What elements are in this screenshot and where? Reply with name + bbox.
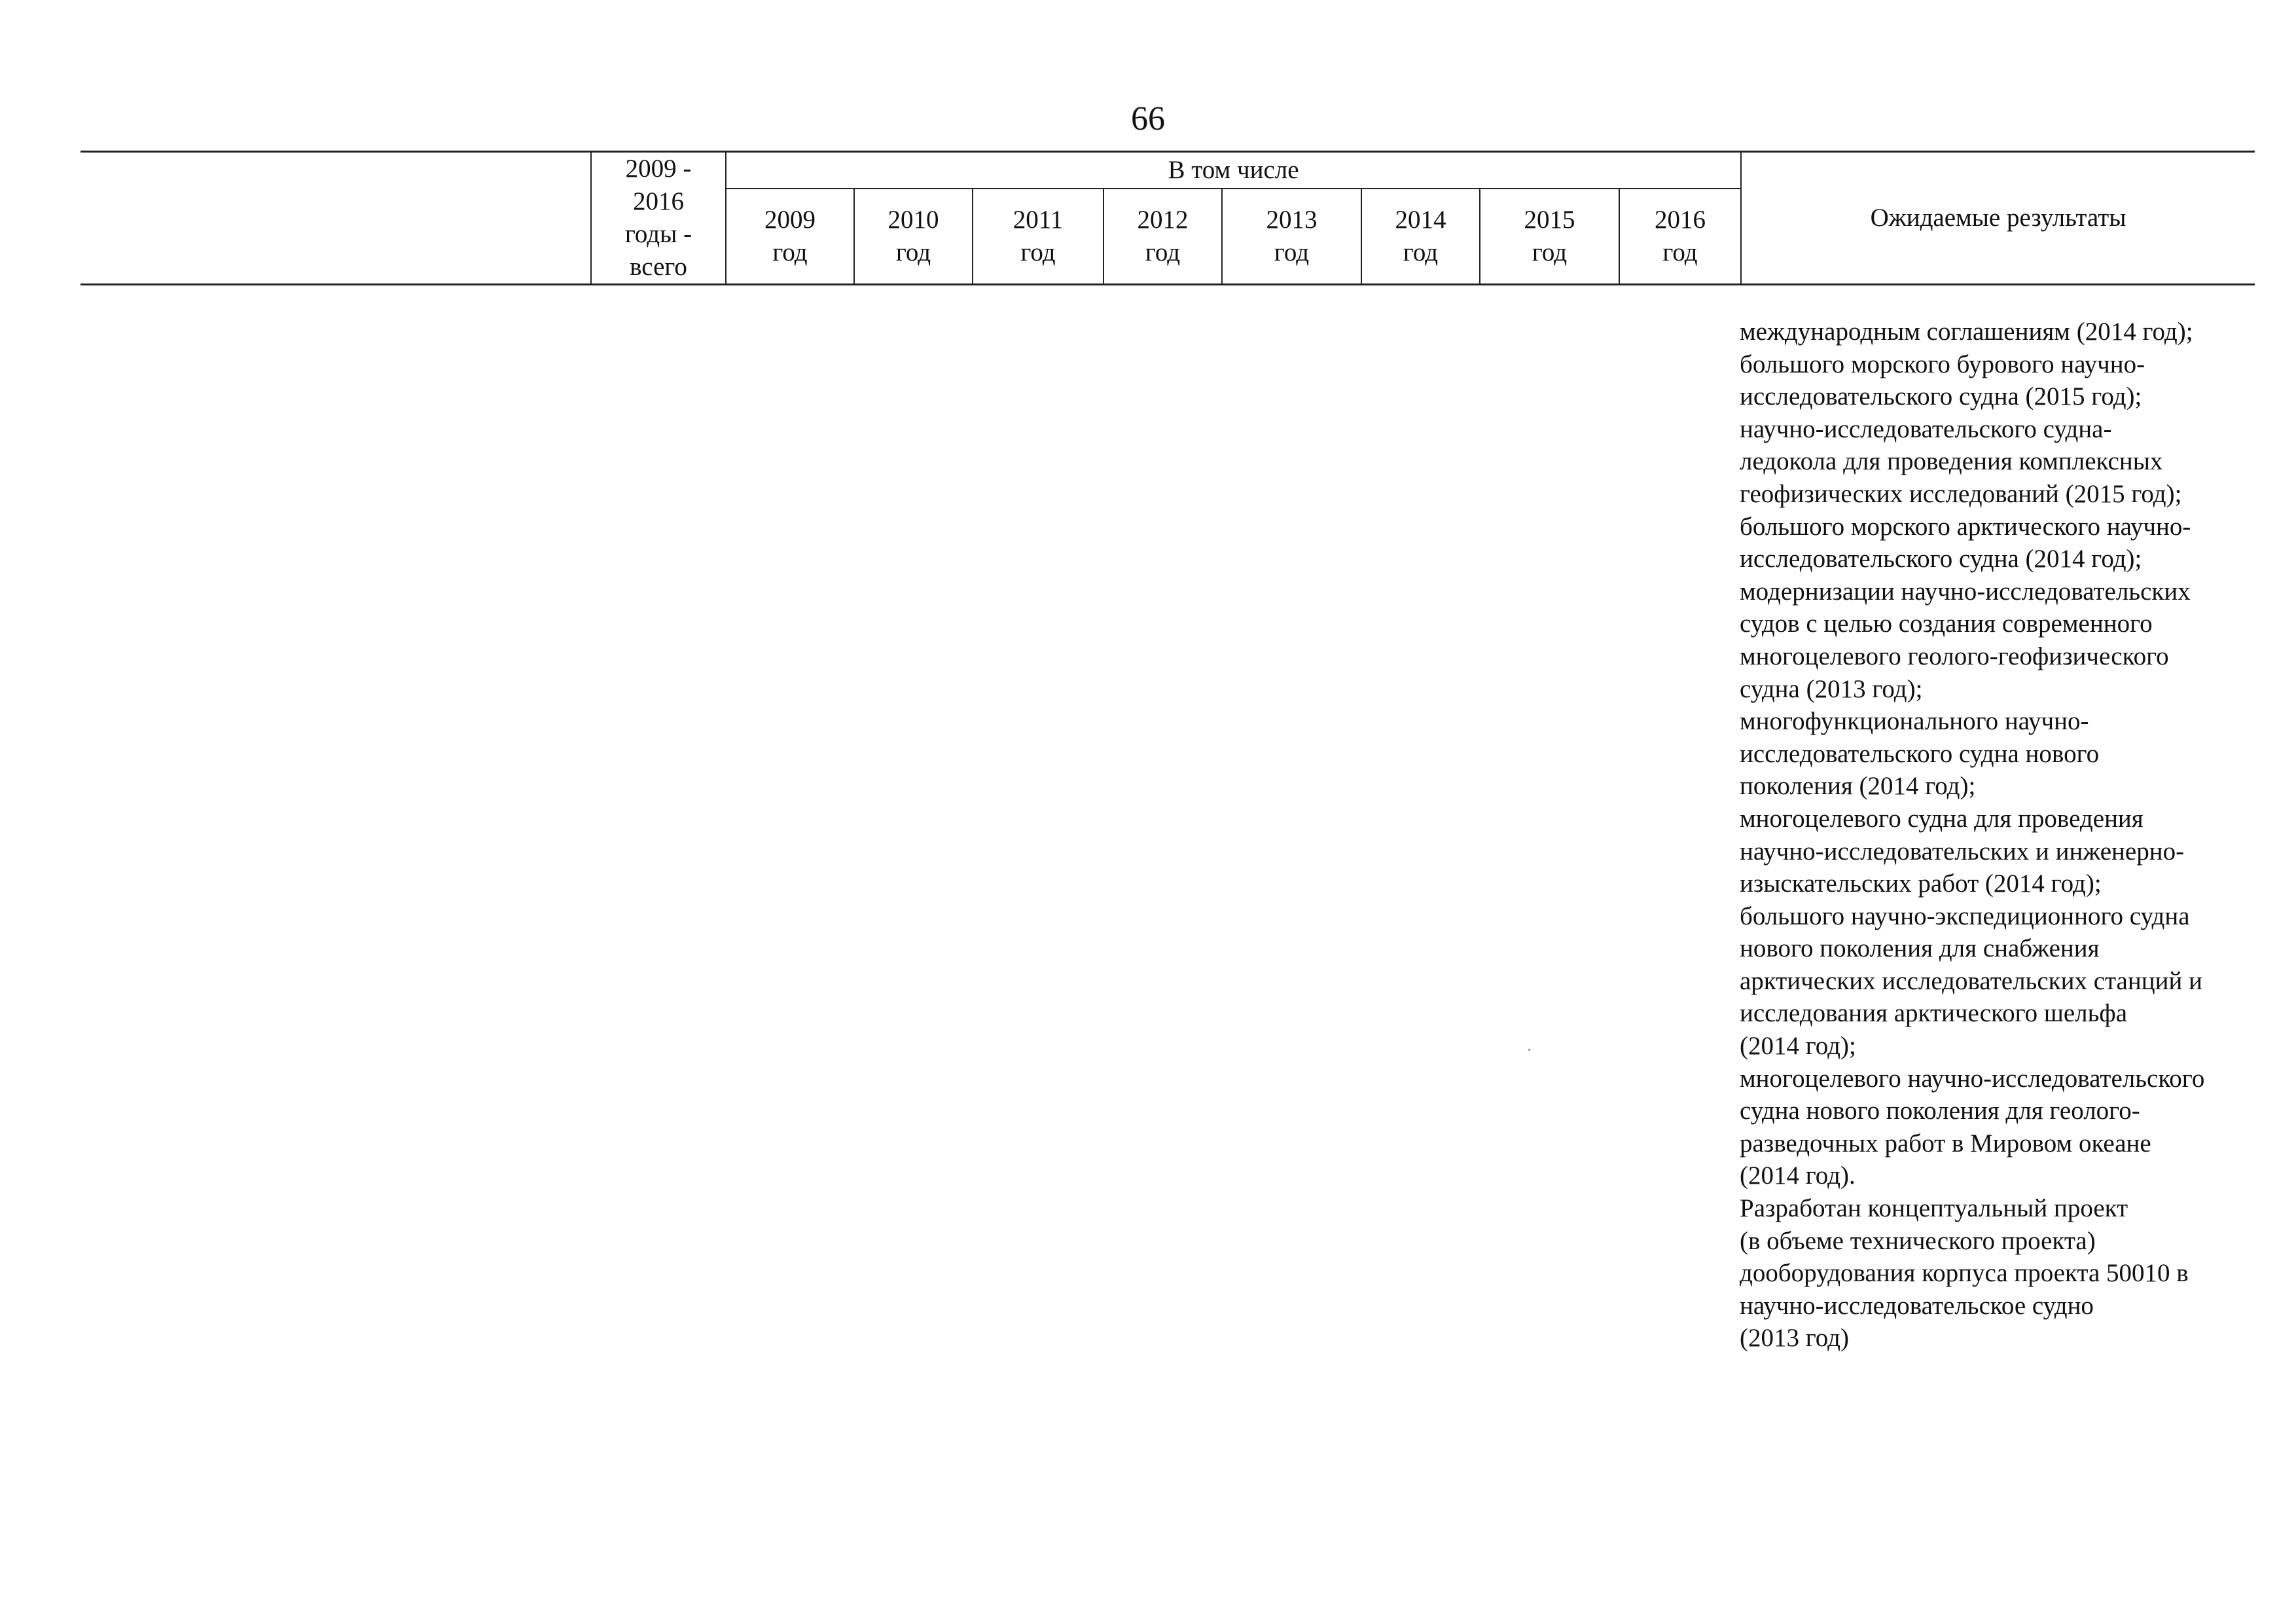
results-line: исследования арктического шельфа xyxy=(1740,999,2128,1028)
year-unit: год xyxy=(772,238,808,266)
results-line: нового поколения для снабжения xyxy=(1740,934,2100,963)
blank-header-cell xyxy=(81,152,591,285)
year-label: 2015 xyxy=(1524,205,1575,234)
year-unit: год xyxy=(1403,238,1439,266)
year-label: 2012 xyxy=(1137,205,1189,234)
year-label: 2016 xyxy=(1655,205,1706,234)
year-label: 2010 xyxy=(888,205,939,234)
results-line: ледокола для проведения комплексных xyxy=(1740,447,2163,476)
results-line: (2013 год) xyxy=(1740,1324,1849,1353)
results-line: судна (2013 год); xyxy=(1740,674,1923,703)
year-header-cell xyxy=(854,189,973,285)
results-line: большого морского бурового научно- xyxy=(1740,350,2145,378)
total-header-line: 2009 - xyxy=(625,155,692,183)
scan-speck xyxy=(1528,1049,1530,1051)
results-line: исследовательского судна (2015 год); xyxy=(1740,382,2142,411)
year-header-cell xyxy=(1222,189,1361,285)
results-line: научно-исследовательское судно xyxy=(1740,1291,2094,1320)
year-label: 2014 xyxy=(1395,205,1446,234)
year-header-cell xyxy=(1103,189,1222,285)
results-line: международным соглашениям (2014 год); xyxy=(1740,318,2193,346)
results-line: судна нового поколения для геолого- xyxy=(1740,1097,2140,1125)
results-line: поколения (2014 год); xyxy=(1740,772,1976,801)
results-line: большого научно-экспедиционного судна xyxy=(1740,902,2190,930)
results-line: Разработан концептуальный проект xyxy=(1740,1194,2128,1223)
header-table xyxy=(81,151,2255,285)
year-unit: год xyxy=(1532,238,1568,266)
year-label: 2009 xyxy=(764,205,816,234)
results-line: (2014 год); xyxy=(1740,1032,1856,1061)
results-line: изыскательских работ (2014 год); xyxy=(1740,869,2102,898)
year-header-cell xyxy=(1619,189,1741,285)
results-line: многофункционального научно- xyxy=(1740,707,2089,736)
results-line: большого морского арктического научно- xyxy=(1740,512,2191,541)
year-unit: год xyxy=(1020,238,1056,266)
year-unit: год xyxy=(1145,238,1181,266)
year-unit: год xyxy=(1274,238,1310,266)
group-header-cell: В том числе xyxy=(726,152,1741,189)
results-line: арктических исследовательских станций и xyxy=(1740,966,2202,995)
results-line: научно-исследовательских и инженерно- xyxy=(1740,837,2185,866)
expected-results-text xyxy=(1740,316,2257,1355)
total-header-cell xyxy=(591,152,726,285)
total-header-line: всего xyxy=(630,253,687,281)
results-line: (в объеме технического проекта) xyxy=(1740,1226,2096,1255)
total-header-line: годы - xyxy=(624,220,692,248)
year-label: 2013 xyxy=(1266,205,1318,234)
page-number: 66 xyxy=(1131,100,1165,137)
results-line: дооборудования корпуса проекта 50010 в xyxy=(1740,1259,2189,1288)
year-header-cell xyxy=(973,189,1103,285)
year-unit: год xyxy=(1662,238,1698,266)
results-line: модернизации научно-исследовательских xyxy=(1740,577,2191,606)
results-line: (2014 год). xyxy=(1740,1161,1856,1190)
total-header-line: 2016 xyxy=(633,187,684,215)
year-unit: год xyxy=(895,238,931,266)
year-label: 2011 xyxy=(1013,205,1064,234)
results-line: разведочных работ в Мировом океане xyxy=(1740,1129,2151,1158)
results-line: судов с целью создания современного xyxy=(1740,610,2153,638)
results-line: многоцелевого научно-исследовательского xyxy=(1740,1064,2205,1093)
year-header-cell xyxy=(1361,189,1480,285)
results-line: геофизических исследований (2015 год); xyxy=(1740,479,2182,508)
results-line: исследовательского судна нового xyxy=(1740,739,2100,768)
results-line: многоцелевого геолого-геофизического xyxy=(1740,642,2169,670)
results-header-cell: Ожидаемые результаты xyxy=(1741,152,2255,285)
year-header-cell xyxy=(726,189,854,285)
year-header-cell xyxy=(1480,189,1619,285)
results-line: многоцелевого судна для проведения xyxy=(1740,804,2144,833)
results-line: научно-исследовательского судна- xyxy=(1740,414,2112,443)
results-line: исследовательского судна (2014 год); xyxy=(1740,545,2142,574)
